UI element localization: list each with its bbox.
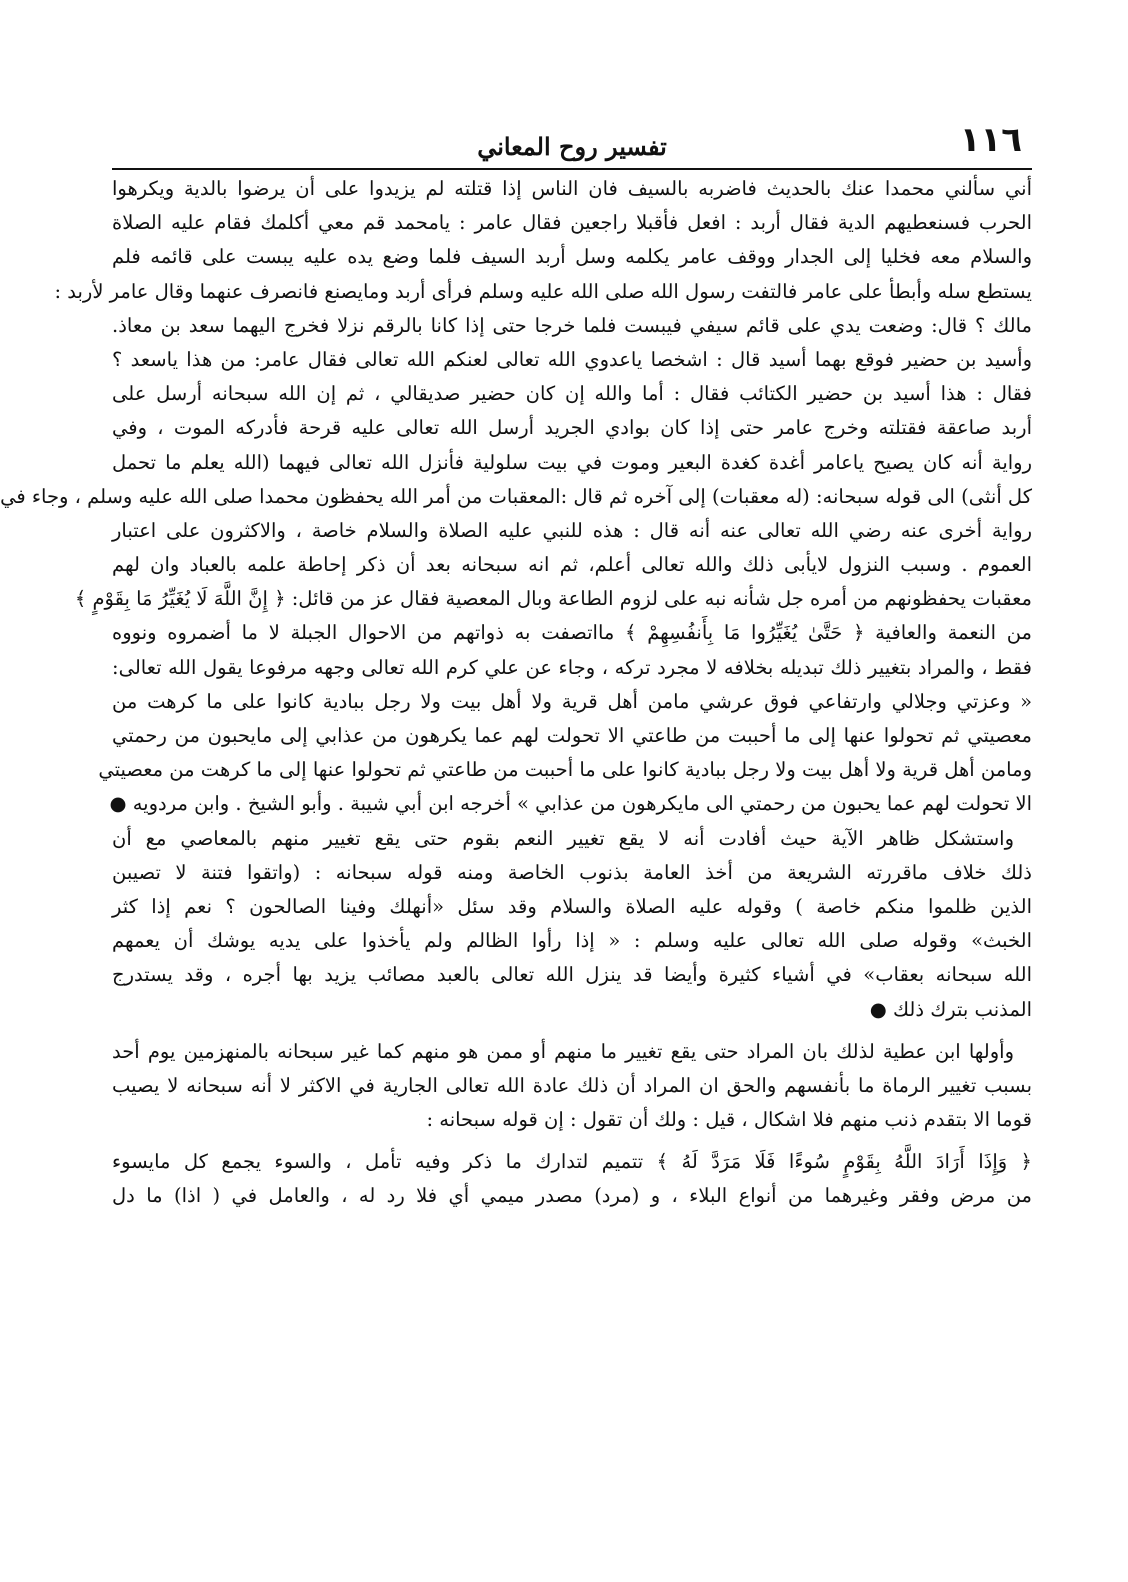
text-line: « وعزتي وجلالي وارتفاعي فوق عرشي مامن أهل قرية ولا أهل بيت ولا رجل ببادية كانوا على ما كرهت من (112, 689, 1032, 713)
text-line: والسلام معه فخليا إلى الجدار ووقف عامر يكلمه وسل أربد السيف فلما وضع يده عليه يبست على قائمه فلم (112, 245, 1032, 269)
text-line: فقط ، والمراد بتغيير ذلك تبديله بخلافه لا مجرد تركه ، وجاء عن علي كرم الله تعالى وجهه مرفوعا يقول الله تعالى: (112, 655, 1032, 679)
text-line: الله سبحانه بعقاب» في أشياء كثيرة وأيضا قد ينزل الله تعالى بالعبد مصائب يزيد بها أجره ، وقد يستدرج (112, 963, 1032, 987)
text-line: الحرب فسنعطيهم الدية فقال أربد : افعل فأقبلا راجعين فقال عامر : يامحمد قم معي أكلمك فقام عليه الصلاة (112, 211, 1032, 235)
page (0, 110, 1032, 1530)
text-line: قوما الا بتقدم ذنب منهم فلا اشكال ، قيل : ولك أن تقول : إن قوله سبحانه : (426, 1108, 1032, 1132)
text-line: الذين ظلموا منكم خاصة ) وقوله عليه الصلاة والسلام وقد سئل «أنهلك وفينا الصالحون ؟ نعم إذا كثر (112, 894, 1032, 918)
text-line: أربد صاعقة فقتلته وخرج عامر حتى إذا كان بوادي الجريد أرسل الله تعالى عليه قرحة فأدركه الموت ، وفي (112, 416, 1032, 440)
text-line: رواية أنه كان يصيح ياعامر أغدة كغدة البعير وموت في بيت سلولية فأنزل الله تعالى فيهما (الله يعلم ما تحمل (112, 450, 1032, 474)
text-line: معصيتي ثم تحولوا عنها إلى ما أحببت من طاعتي الا تحولت لهم عما يكرهون من عذابي إلى مايحبون من رحمتي (112, 724, 1032, 747)
text-line: بسبب تغيير الرماة ما بأنفسهم والحق ان المراد أن ذلك عادة الله تعالى الجارية في الاكثر لا أنه سبحانه لا يصيب (112, 1073, 1032, 1097)
paragraph-gap (112, 1027, 1032, 1035)
text-line: الخبث» وقوله صلى الله تعالى عليه وسلم : « إذا رأوا الظالم ولم يأخذوا على يديه يوشك أن يعمهم (112, 929, 1032, 953)
text-line: واستشكل ظاهر الآية حيث أفادت أنه لا يقع تغيير النعم بقوم حتى يقع تغيير منهم بالمعاصي مع أن (112, 826, 1014, 850)
text-line: العموم . وسبب النزول لايأبى ذلك والله تعالى أعلم، ثم انه سبحانه بعد أن ذكر إحاطة علمه بالعباد وان لهم (112, 553, 1032, 577)
paragraph-gap (112, 1137, 1032, 1145)
text-line: معقبات يحفظونهم من أمره جل شأنه نبه على لزوم الطاعة وبال المعصية فقال عز من قائل: ﴿ إِنَّ اللَّهَ لَا يُغَيِّرُ مَا بِقَوْمٍ ﴾ (74, 587, 1032, 611)
text-line: الا تحولت لهم عما يحبون من رحمتي الى مايكرهون من عذابي » أخرجه ابن أبي شيبة . وأبو الشيخ . وابن مردويه ● (109, 792, 1032, 816)
text-line: وأسيد بن حضير فوقع بهما أسيد قال : اشخصا ياعدوي الله تعالى لعنكم الله تعالى فقال عامر: من هذا ياسعد ؟ (112, 347, 1032, 371)
page-number: ١١٦ (959, 120, 1022, 160)
text-line: رواية أخرى عنه رضي الله تعالى عنه أنه قال : هذه للنبي عليه الصلاة والسلام خاصة ، والاكثرون على اعتبار (112, 518, 1032, 542)
text-line: فقال : هذا أسيد بن حضير الكتائب فقال : أما والله إن كان حضير صديقالي ، ثم إن الله سبحانه أرسل على (112, 382, 1032, 406)
text-line: أني سألني محمدا عنك بالحديث فاضربه بالسيف فان الناس إذا قتلته لم يزيدوا على أن يرضوا بالدية ويكرهوا (112, 177, 1032, 200)
text-line: وأولها ابن عطية لذلك بان المراد حتى يقع تغيير ما منهم أو ممن هو منهم كما غير سبحانه بالمنهزمين يوم أحد (112, 1039, 1014, 1063)
running-title: تفسير روح المعاني (477, 132, 667, 161)
text-line: ﴿ وَإِذَا أَرَادَ اللَّهُ بِقَوْمٍ سُوءًا فَلَا مَرَدَّ لَهُ ﴾ تتميم لتدارك ما ذكر وفيه تأمل ، والسوء يجمع كل مايسوء (112, 1150, 1032, 1174)
text-line: من مرض وفقر وغيرهما من أنواع البلاء ، و (مرد) مصدر ميمي أي فلا رد له ، والعامل في ( اذا) ما دل (112, 1184, 1032, 1208)
text-line: من النعمة والعافية ﴿ حَتَّىٰ يُغَيِّرُوا مَا بِأَنفُسِهِمْ ﴾ مااتصفت به ذواتهم من الاحوال الجبلة لا ما أضمروه ونووه (112, 621, 1032, 645)
text-line: كل أنثى) الى قوله سبحانه: (له معقبات) إلى آخره ثم قال :المعقبات من أمر الله يحفظون محمدا صلى الله عليه وسلم ، وجاء في (0, 484, 1032, 508)
body-text (0, 172, 1032, 1214)
text-line: مالك ؟ قال: وضعت يدي على قائم سيفي فيبست فلما خرجا حتى إذا كانا بالرقم نزلا فخرج اليهما سعد بن معاذ. (112, 313, 1032, 337)
header-rule (112, 168, 1032, 170)
text-line: المذنب بترك ذلك ● (869, 997, 1032, 1021)
text-line: ذلك خلاف ماقررته الشريعة من أخذ العامة بذنوب الخاصة ومنه قوله سبحانه : (واتقوا فتنة لا تصيبن (112, 860, 1032, 884)
text-line: ومامن أهل قرية ولا أهل بيت ولا رجل ببادية كانوا على ما أحببت من طاعتي ثم تحولوا عنها إلى ما كرهت من معصيتي (98, 758, 1032, 782)
page-header (112, 120, 1032, 168)
text-line: يستطع سله وأبطأ على عامر فالتفت رسول الله صلى الله عليه وسلم فرأى أربد ومايصنع فانصرف عنهما وقال عامر لأربد : (54, 279, 1032, 303)
